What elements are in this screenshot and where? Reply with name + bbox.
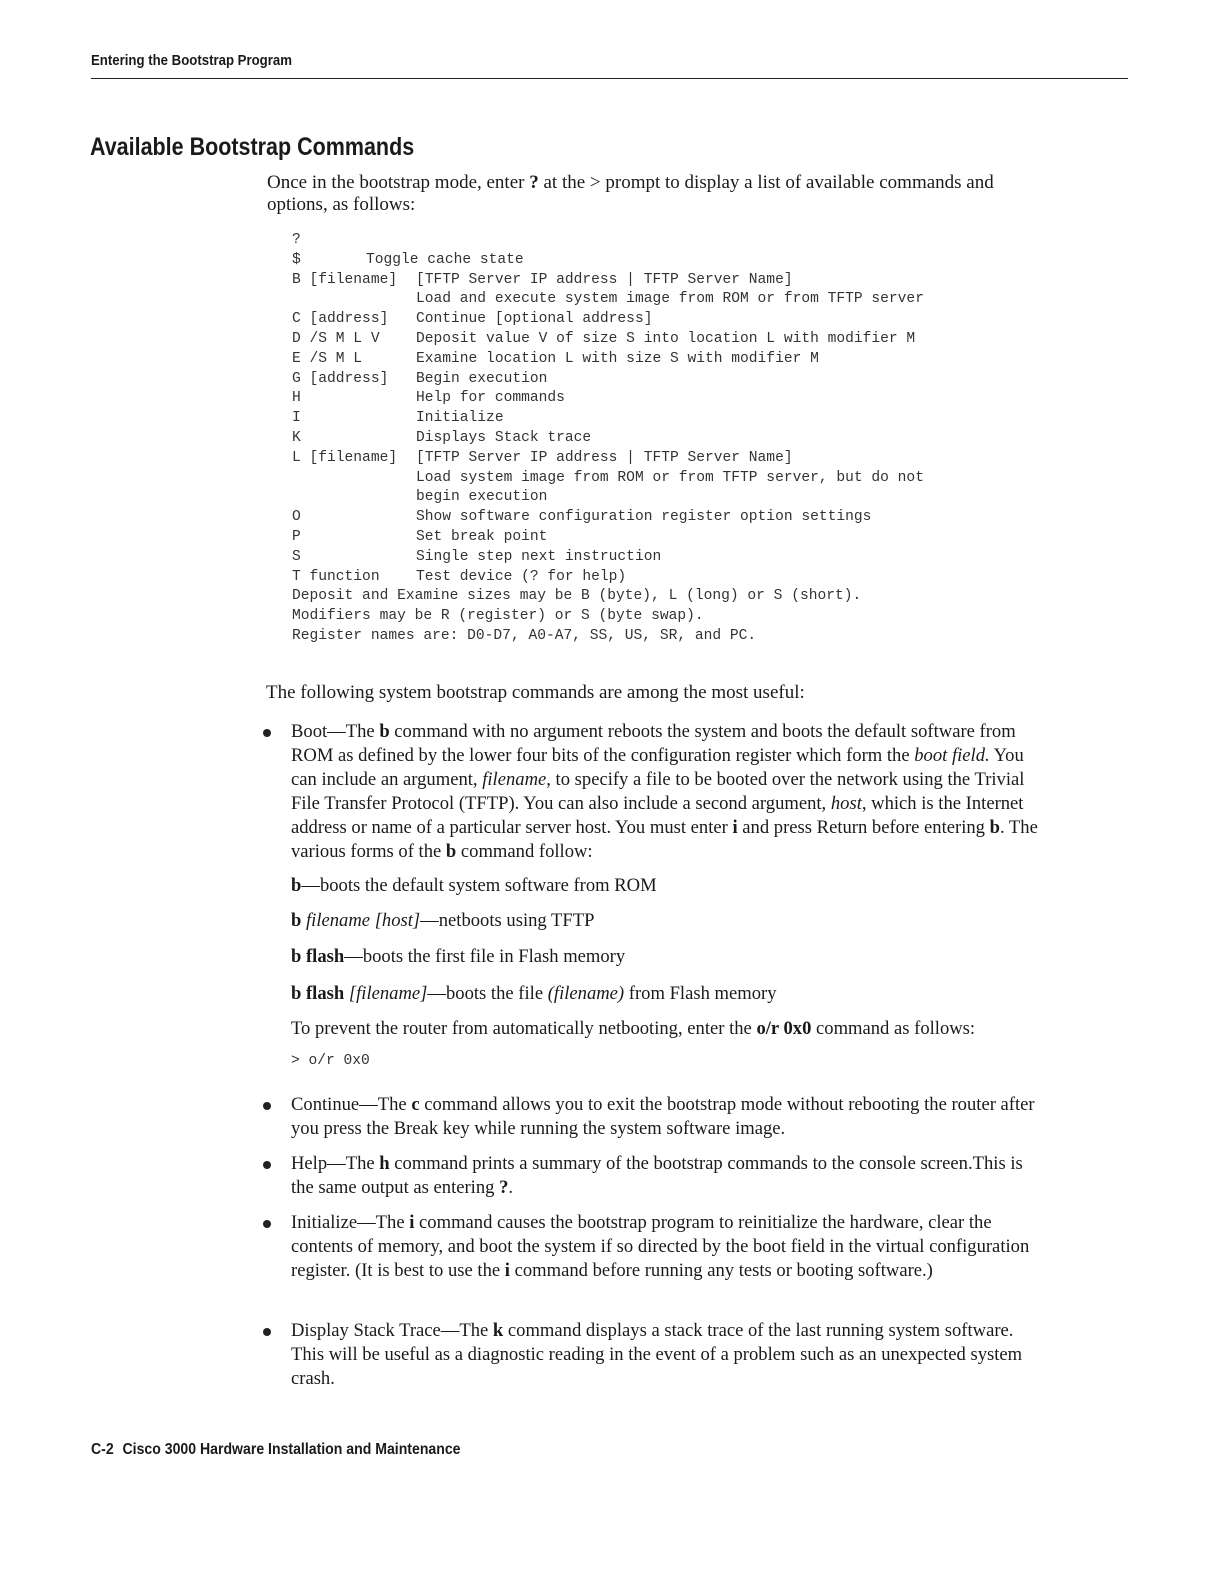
- command-description: Set break point: [416, 528, 548, 545]
- command-row: [292, 330, 924, 350]
- command-row: [292, 568, 924, 588]
- command-note: Register names are: D0-D7, A0-A7, SS, US, SR, and PC.: [292, 627, 757, 644]
- command-description: Load system image from ROM or from TFTP server, but do not: [416, 469, 924, 486]
- command-key: $: [292, 251, 301, 268]
- command-key: C [address]: [292, 311, 389, 328]
- bullet-stack-trace: Display Stack Trace—The k command displays a stack trace of the last running system software. This will be useful as a diagnostic reading in the event of a problem such as an unexpected system crash.: [291, 1319, 1046, 1391]
- running-head: Entering the Bootstrap Program: [91, 52, 292, 69]
- command-description: Show software configuration register option settings: [416, 509, 872, 526]
- command-key: E /S M L: [292, 350, 363, 367]
- command-description: Initialize: [416, 410, 504, 427]
- bullet-icon: [263, 1328, 271, 1336]
- command-description: [TFTP Server IP address | TFTP Server Name]: [416, 271, 793, 288]
- command-row: [292, 389, 924, 409]
- command-row: [292, 429, 924, 449]
- command-description: Continue [optional address]: [416, 311, 653, 328]
- header-rule: [91, 78, 1128, 79]
- command-row: [292, 290, 924, 310]
- command-key: D /S M L V: [292, 330, 380, 347]
- command-description: Load and execute system image from ROM or from TFTP server: [416, 291, 924, 308]
- page-number: C-2: [91, 1441, 114, 1458]
- bullet-icon: [263, 1220, 271, 1228]
- bullet-continue: Continue—The c command allows you to exit the bootstrap mode without rebooting the router after you press the Break key while running the system software image.: [291, 1093, 1046, 1141]
- command-row: [292, 370, 924, 390]
- command-row: [292, 271, 924, 291]
- command-row: [292, 449, 924, 469]
- boot-form-flash: b flash—boots the first file in Flash memory: [291, 946, 626, 967]
- command-description: Examine location L with size S with modifier M: [416, 350, 819, 367]
- command-description: Displays Stack trace: [416, 429, 592, 446]
- command-description: begin execution: [416, 489, 548, 506]
- bullet-boot: Boot—The b command with no argument reboots the system and boots the default software from ROM as defined by the lower four bits of the configuration register which form the boot field. You can include an argument, filename, to specify a file to be booted over the network using the Trivial File Transfer Protocol (TFTP). You can also include a second argument, host, which is the Internet address or name of a particular server host. You must enter i and press Return before entering b. The various forms of the b command follow:: [291, 720, 1046, 864]
- command-key: S: [292, 548, 301, 565]
- bullet-help: Help—The h command prints a summary of the bootstrap commands to the console screen.This is the same output as entering ?.: [291, 1152, 1046, 1200]
- command-row: [292, 469, 924, 489]
- command-note: Deposit and Examine sizes may be B (byte), L (long) or S (short).: [292, 588, 862, 605]
- section-title: Available Bootstrap Commands: [90, 133, 415, 161]
- bullet-icon: [263, 729, 271, 737]
- command-description: Begin execution: [416, 370, 548, 387]
- intro-paragraph: Once in the bootstrap mode, enter ? at the > prompt to display a list of available commands and options, as follows:: [267, 172, 994, 215]
- command-key: ?: [292, 232, 301, 248]
- command-row: [292, 508, 924, 528]
- command-note: Modifiers may be R (register) or S (byte swap).: [292, 608, 704, 625]
- page-footer: [91, 1441, 461, 1459]
- command-key: I: [292, 410, 301, 427]
- command-row: [292, 488, 924, 508]
- prevent-netboot-paragraph: To prevent the router from automatically netbooting, enter the o/r 0x0 command as follows:: [291, 1018, 976, 1039]
- command-description: [TFTP Server IP address | TFTP Server Name]: [416, 449, 793, 466]
- command-row: [292, 251, 924, 271]
- command-row: [292, 350, 924, 370]
- boot-form-default: b—boots the default system software from ROM: [291, 875, 657, 896]
- book-title: Cisco 3000 Hardware Installation and Maintenance: [122, 1441, 461, 1458]
- netboot-example: > o/r 0x0: [291, 1053, 370, 1069]
- command-row: [292, 528, 924, 548]
- command-key: O: [292, 509, 301, 526]
- command-row: [292, 310, 924, 330]
- command-key: G [address]: [292, 370, 389, 387]
- command-description: Test device (? for help): [416, 568, 627, 585]
- command-listing: [292, 231, 924, 647]
- bullet-icon: [263, 1161, 271, 1169]
- command-row: [292, 231, 924, 251]
- boot-form-flash-file: b flash [filename]—boots the file (filename) from Flash memory: [291, 983, 777, 1004]
- command-row: [292, 548, 924, 568]
- bullet-icon: [263, 1102, 271, 1110]
- command-description: Toggle cache state: [366, 251, 524, 268]
- command-description: Single step next instruction: [416, 548, 662, 565]
- boot-form-netboot: b filename [host]—netboots using TFTP: [291, 910, 595, 931]
- command-row: [292, 409, 924, 429]
- bullet-initialize: Initialize—The i command causes the bootstrap program to reinitialize the hardware, clear the contents of memory, and boot the system if so directed by the boot field in the virtual configuration register. (It is best to use the i command before running any tests or booting software.): [291, 1211, 1046, 1283]
- command-key: H: [292, 390, 301, 407]
- command-description: Help for commands: [416, 390, 565, 407]
- command-key: T function: [292, 568, 380, 585]
- lead-paragraph: The following system bootstrap commands are among the most useful:: [266, 682, 805, 703]
- command-key: B [filename]: [292, 271, 398, 288]
- command-key: L [filename]: [292, 449, 398, 466]
- command-description: Deposit value V of size S into location L with modifier M: [416, 330, 916, 347]
- command-key: K: [292, 429, 301, 446]
- command-key: P: [292, 528, 301, 545]
